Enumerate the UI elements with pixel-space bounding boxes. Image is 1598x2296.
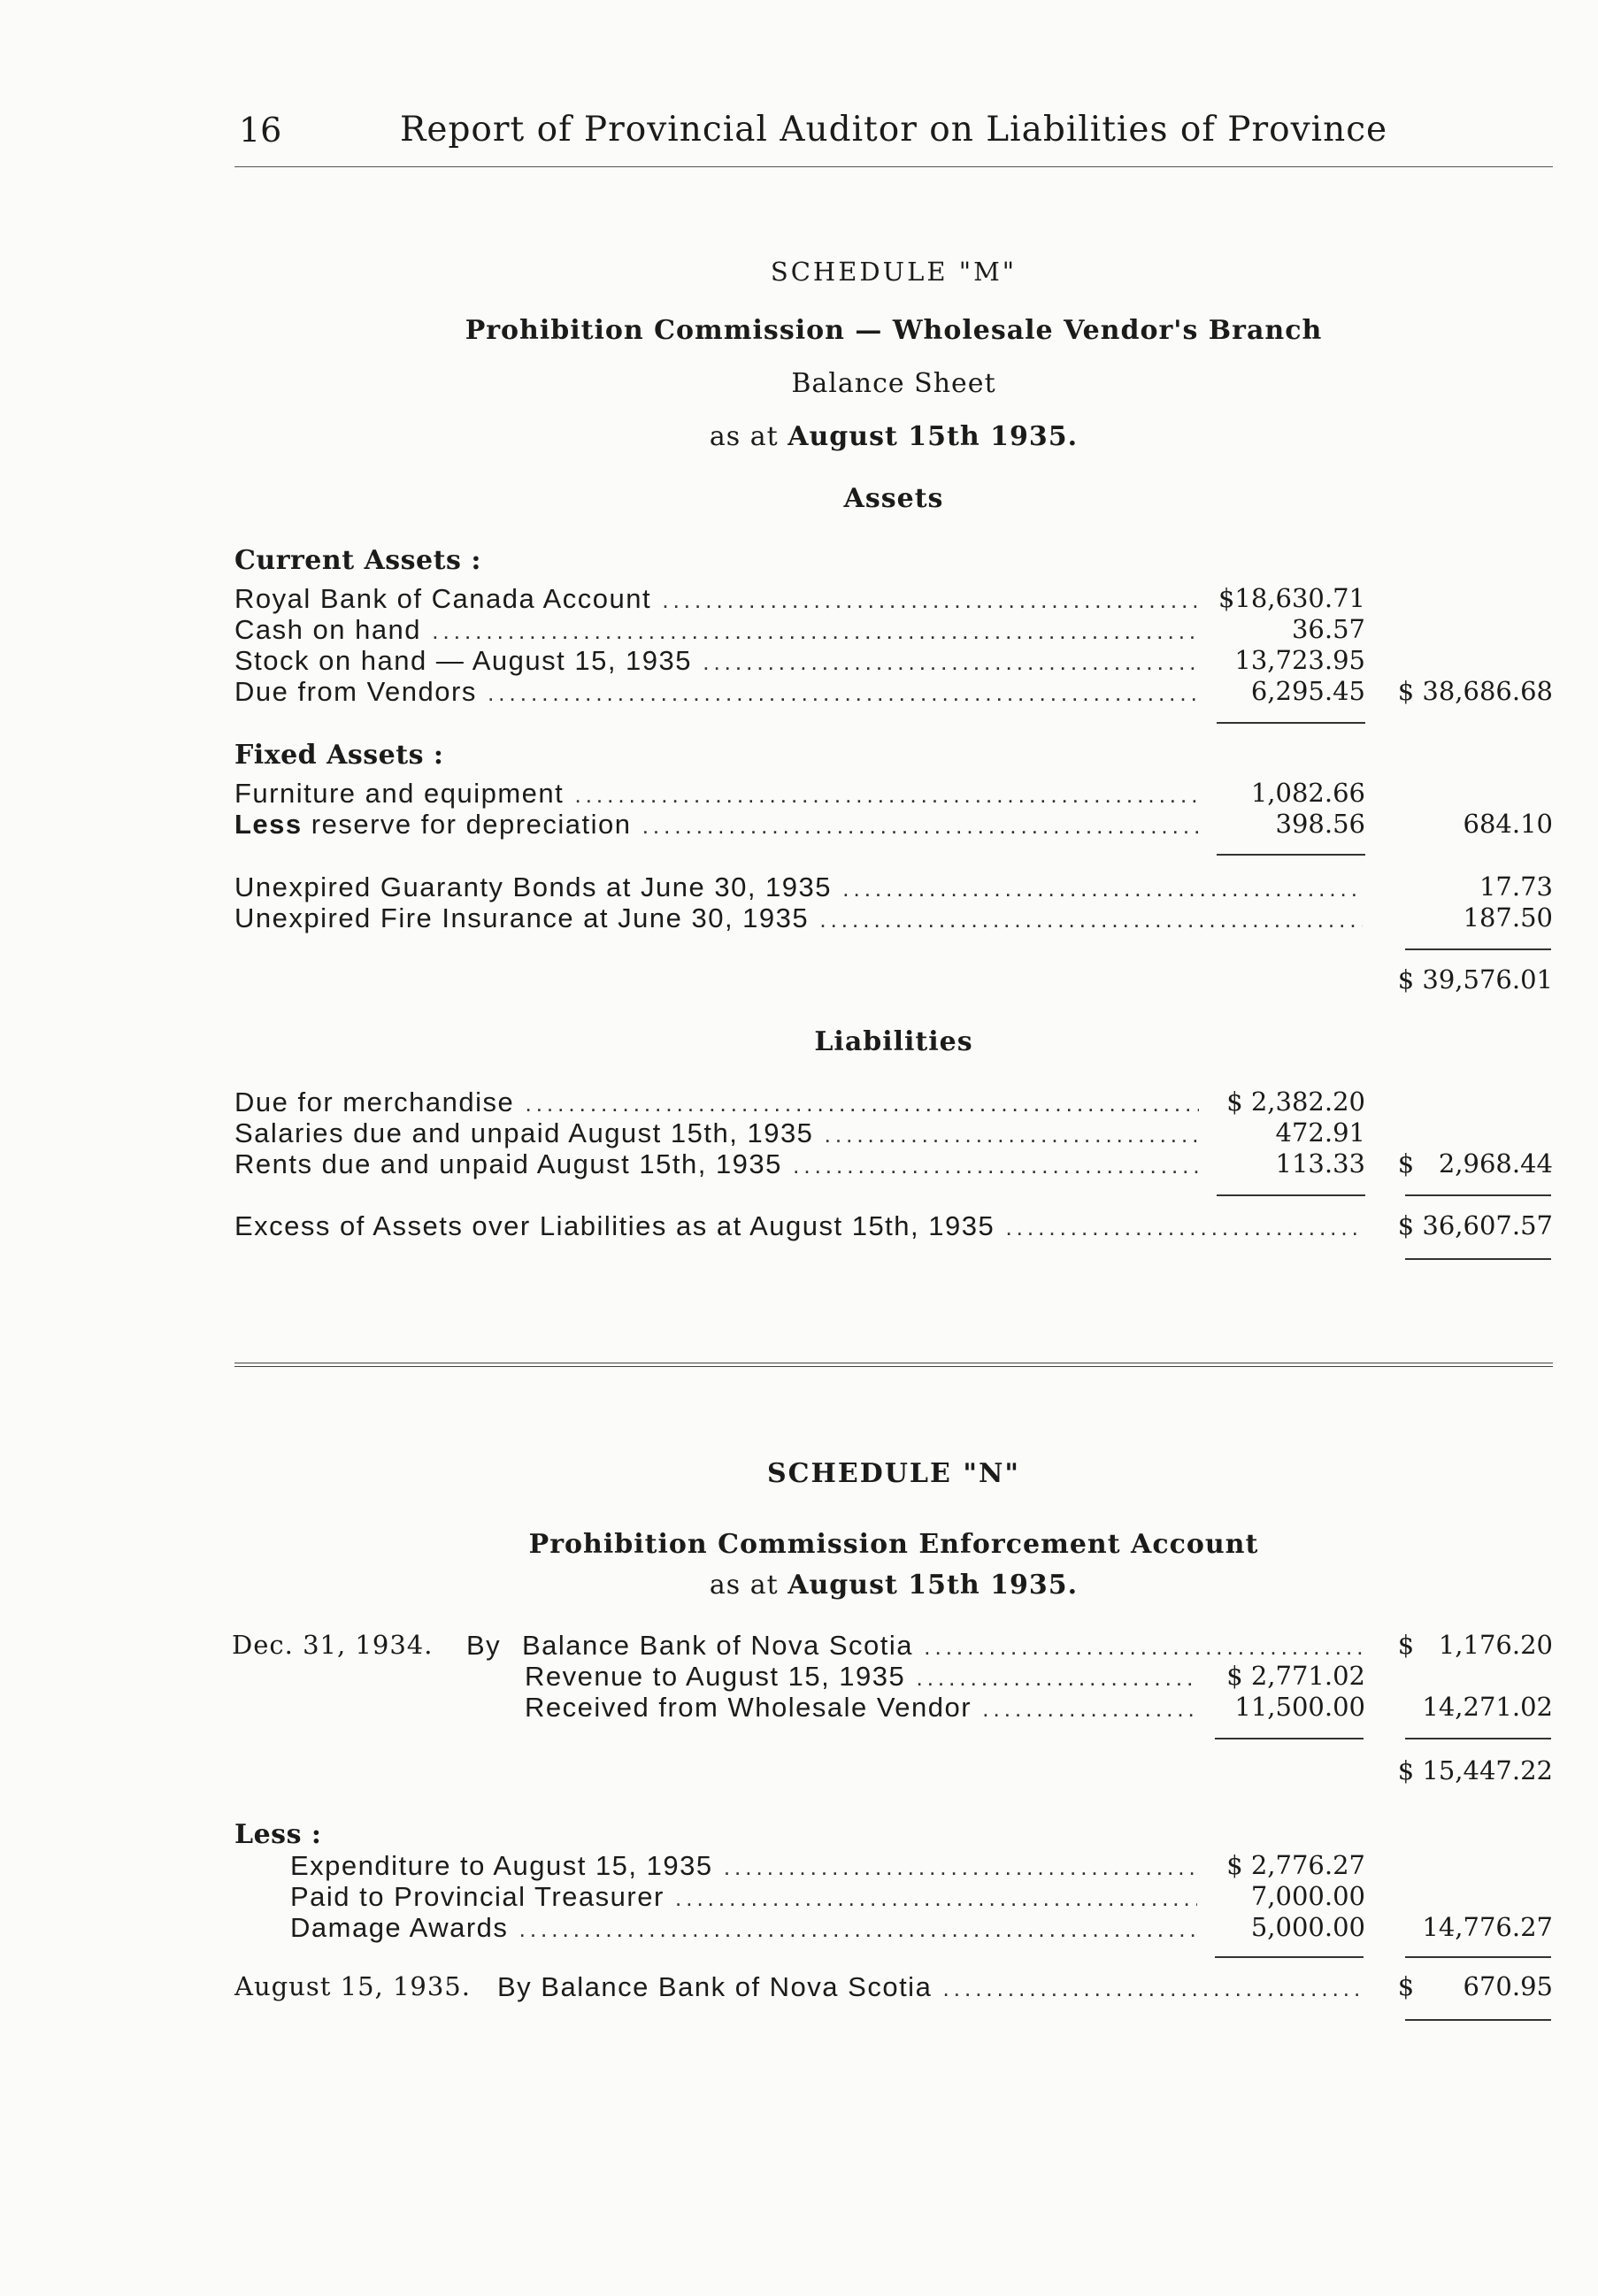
ledger-row [234,645,1562,677]
row-label: Revenue to August 15, 1935 ..... [525,1661,1197,1693]
row-amount: 398.56 [1275,809,1365,839]
liabilities-heading: Liabilities [814,1026,973,1057]
row-label: Balance Bank of Nova Scotia ..... [522,1630,1363,1662]
ledger-row [234,778,1562,810]
row-amount: 6,295.45 [1250,676,1365,706]
closing-date: August 15, 1935. [234,1971,471,2001]
opening-by: By [466,1630,502,1661]
row-label: Unexpired Fire Insurance at June 30, 1935 ..... [234,902,1363,934]
date-value: August 15th 1935. [787,421,1079,452]
section-divider [234,1363,1553,1367]
row-label: Royal Bank of Canada Account ..... [234,583,1199,615]
ledger-row [290,1850,1562,1882]
row-total: 14,271.02 [1422,1692,1553,1722]
opening-date: Dec. 31, 1934. [232,1630,434,1660]
ledger-row [290,1912,1562,1944]
ledger-row [234,676,1562,708]
row-total: 14,776.27 [1422,1912,1553,1942]
row-label: Paid to Provincial Treasurer ..... [290,1881,1197,1913]
row-label: By Balance Bank of Nova Scotia ..... [497,1971,1363,2003]
receipts-total: $ 15,447.22 [1397,1755,1553,1785]
row-label: Received from Wholesale Vendor ..... [525,1692,1197,1724]
receipts-total-row [234,1755,1562,1787]
row-label: Due from Vendors ..... [234,676,1199,708]
row-label: Salaries due and unpaid August 15th, 1935 ..... [234,1117,1199,1149]
fixed-assets-heading: Fixed Assets : [234,740,444,771]
ledger-row [234,583,1562,615]
row-amount: 36.57 [1291,614,1365,644]
total-rule [1405,1738,1551,1739]
date-prefix: as at [709,421,779,452]
closing-total: $ 670.95 [1397,1971,1553,2001]
ledger-row [234,1117,1562,1149]
assets-total: $ 39,576.01 [1397,964,1553,994]
subtotal-rule [1217,854,1365,856]
assets-total-row [234,964,1562,996]
date-prefix: as at [709,1570,779,1601]
subtotal-rule [1215,1956,1364,1958]
current-assets-heading: Current Assets : [234,545,481,576]
schedule-n-heading: SCHEDULE "N" [766,1458,1021,1489]
row-amount: 113.33 [1275,1148,1365,1179]
row-amount: $18,630.71 [1218,583,1365,613]
assets-heading: Assets [843,483,944,514]
ledger-row [234,872,1562,903]
less-word: Less [234,809,303,840]
row-amount: 5,000.00 [1250,1912,1365,1942]
row-amount: 472.91 [1275,1117,1365,1148]
row-label: Rents due and unpaid August 15th, 1935 ..... [234,1148,1199,1180]
row-total: $ 38,686.68 [1397,676,1553,706]
closing-rule [1405,1258,1551,1260]
row-total: $ 2,968.44 [1397,1148,1553,1179]
row-total: 187.50 [1463,902,1553,933]
total-rule [1405,948,1551,950]
row-label: Stock on hand — August 15, 1935 ..... [234,645,1199,677]
ledger-row [525,1661,1562,1693]
excess-total: $ 36,607.57 [1397,1210,1553,1240]
row-label: Furniture and equipment ..... [234,778,1199,810]
schedule-m-date [0,421,1598,452]
schedule-n-date [0,1570,1598,1601]
ledger-row [234,902,1562,934]
ledger-row [522,1630,1562,1662]
row-label: Due for merchandise ..... [234,1087,1199,1118]
schedule-m-subtitle: Prohibition Commission — Wholesale Vendor's Branch [465,315,1323,346]
header-rule [234,166,1553,167]
ledger-row [234,1087,1562,1118]
closing-rule [1405,2019,1551,2021]
ledger-row [234,809,1562,841]
excess-row [234,1210,1562,1242]
less-label: reserve for depreciation [311,809,632,840]
row-label: Cash on hand ..... [234,614,1199,646]
schedule-m-doc-title: Balance Sheet [791,368,996,399]
row-amount: $ 2,771.02 [1226,1661,1365,1691]
row-total: $ 1,176.20 [1397,1630,1553,1660]
row-label: Damage Awards ..... [290,1912,1197,1944]
row-label: Expenditure to August 15, 1935 ..... [290,1850,1197,1882]
row-amount: 13,723.95 [1234,645,1365,675]
row-amount: 7,000.00 [1250,1881,1365,1911]
date-value: August 15th 1935. [787,1570,1079,1601]
running-header-title: Report of Provincial Auditor on Liabilities of Province [400,110,1388,150]
ledger-row [525,1692,1562,1724]
total-rule [1405,1956,1551,1958]
ledger-row [497,1971,1562,2003]
row-amount: 1,082.66 [1250,778,1365,808]
total-rule [1405,1194,1551,1196]
row-total: 17.73 [1479,872,1553,902]
ledger-row [234,614,1562,646]
subtotal-rule [1215,1738,1364,1739]
row-label [234,809,1199,841]
schedule-m-heading: SCHEDULE "M" [770,257,1018,287]
row-amount: 11,500.00 [1234,1692,1365,1722]
row-total: 684.10 [1463,809,1553,839]
ledger-row [234,1148,1562,1180]
ledger-row [290,1881,1562,1913]
less-heading: Less : [234,1819,322,1850]
subtotal-rule [1217,1194,1365,1196]
subtotal-rule [1217,722,1365,724]
row-amount: $ 2,382.20 [1226,1087,1365,1117]
row-label: Unexpired Guaranty Bonds at June 30, 1935 ..... [234,872,1363,903]
row-label: Excess of Assets over Liabilities as at August 15th, 1935 ..... [234,1210,1363,1242]
page-number: 16 [239,111,282,150]
schedule-n-subtitle: Prohibition Commission Enforcement Account [528,1529,1259,1560]
row-amount: $ 2,776.27 [1226,1850,1365,1880]
